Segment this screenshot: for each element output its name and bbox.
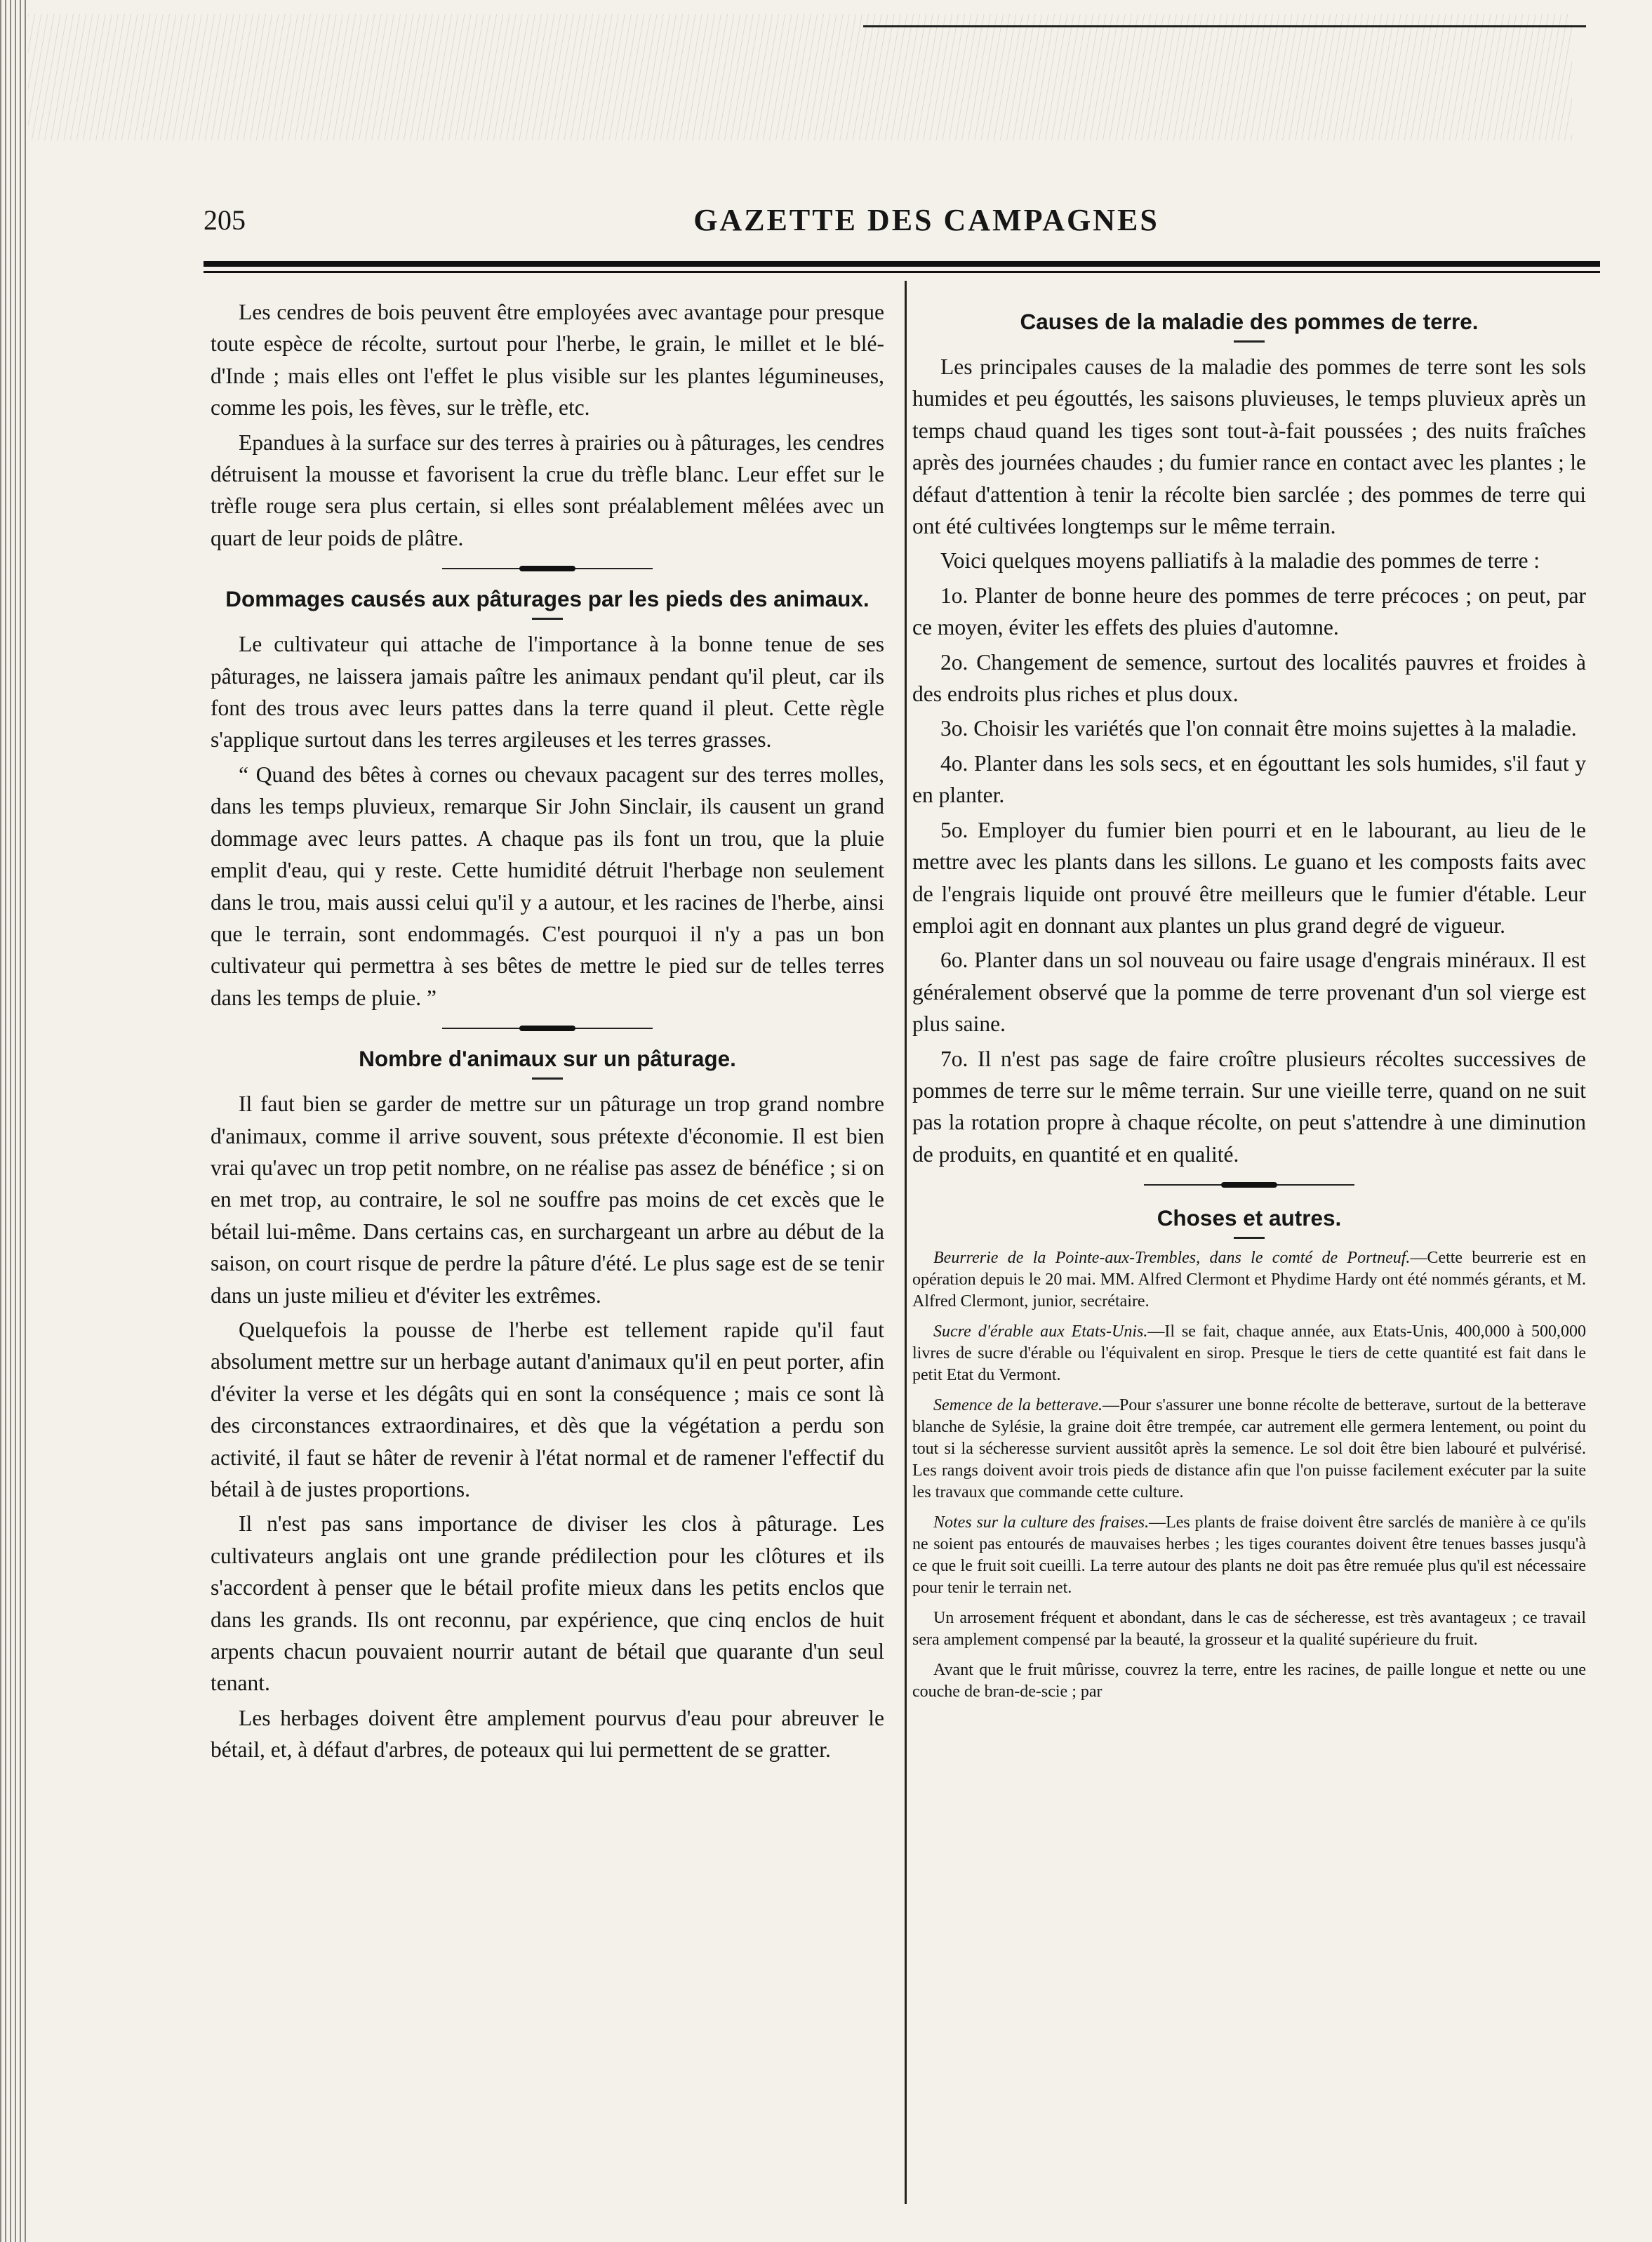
list-item: 5o. Employer du fumier bien pourri et en le labourant, au lieu de le mettre avec les plants dans les sillons. Le guano et les composts faits avec de l'engrais liquide ont prouvé être meilleurs que le fumier d'étable. Leur emploi agit en donnant aux plantes un plus grand degré de vigueur.: [912, 817, 1586, 938]
section-ornament: [442, 565, 653, 572]
list-item: 6o. Planter dans un sol nouveau ou faire usage d'engrais minéraux. Il est généralement observé que la pomme de terre provenant d'un sol vierge est plus saine.: [912, 948, 1586, 1037]
paragraph: Il n'est pas sans importance de diviser les clos à pâturage. Les cultivateurs anglais ont une grande prédilection pour les clôtures et ils s'accordent à penser que le bétail profite mieux dans les petits enclos que dans les grands. Ils ont reconnu, par expérience, que cinq enclos de huit arpents chacun pouvaient nourrir autant de bétail que quarante d'un seul tenant.: [211, 1511, 884, 1696]
list-item: 2o. Changement de semence, surtout des localités pauvres et froides à des endroits plus riches et plus doux.: [912, 649, 1586, 707]
section-ornament: [1144, 1181, 1354, 1188]
paragraph: Voici quelques moyens palliatifs à la maladie des pommes de terre :: [940, 548, 1540, 573]
list-item: 4o. Planter dans les sols secs, et en égouttant les sols humides, s'il faut y en planter.: [912, 750, 1586, 808]
paragraph: Il faut bien se garder de mettre sur un pâturage un trop grand nombre d'animaux, comme il arrive souvent, sous prétexte d'économie. Il est bien vrai qu'avec un trop petit nombre, on ne réalise pas assez de bénéfice ; si on en met trop, au contraire, le sol ne souffre pas moins de cet excès que le bétail lui-même. Dans certains cas, en surchargeant un arbre au début de la saison, on court risque de perdre la pâture d'été. Le plus sage est de se tenir dans un juste milieu et d'éviter les extrêmes.: [211, 1092, 884, 1308]
header-rule-thin: [204, 271, 1600, 273]
list-item: 1o. Planter de bonne heure des pommes de terre précoces ; on peut, par ce moyen, éviter les effets des pluies d'automne.: [912, 583, 1586, 640]
paragraph: Les cendres de bois peuvent être employées avec avantage pour presque toute espèce de récolte, surtout pour l'herbe, le grain, le millet et le blé-d'Inde ; mais elles ont l'effet le plus visible sur les plantes légumineuses, comme les pois, les fèves, sur le trèfle, etc.: [211, 300, 884, 420]
news-item-lead: Beurrerie de la Pointe-aux-Trembles, dans le comté de Portneuf.: [933, 1249, 1411, 1268]
section-title-dommages: Dommages causés aux pâturages par les pieds des animaux.: [225, 586, 870, 612]
news-item-text: —Pour s'assurer une bonne récolte de betterave, surtout de la betterave blanche de Sylésie, la graine doit être trempée, car autrement elle germera lentement, ou point du tout si la sécheresse survient aussitôt après la semence. Le sol doit être bien labouré et pulvérisé. Les rangs doivent avoir trois pieds de distance afin que l'on puisse facilement exécuter par la suite les travaux que commande cette culture.: [912, 1396, 1587, 1502]
scan-binding-edge: [0, 0, 28, 2242]
top-rule: [863, 25, 1586, 27]
paragraph: Epandues à la surface sur des terres à prairies ou à pâturages, les cendres détruisent la mousse et favorisent la crue du trèfle blanc. Leur effet sur le trèfle rouge sera plus certain, si elles sont préalablement mêlées avec un quart de leur poids de plâtre.: [211, 430, 884, 550]
left-column: [211, 296, 884, 1769]
news-item-text: Avant que le fruit mûrisse, couvrez la terre, entre les racines, de paille longue et nette ou une couche de bran-de-scie ; par: [912, 1661, 1586, 1702]
news-item: [912, 1512, 1586, 1599]
news-item: [912, 1321, 1586, 1386]
scan-noise: [28, 14, 1572, 140]
news-item-text: —Les plants de fraise doivent être sarclés de manière à ce qu'ils ne soient pas entourés de mauvaises herbes ; les tiges courantes doivent être tenues basses jusqu'à ce que le fruit soit cueilli. La terre autour des plants ne doit pas être remuée plus qu'il est nécessaire pour tenir le terrain net.: [912, 1513, 1586, 1598]
section-title-choses: Choses et autres.: [1157, 1205, 1342, 1231]
news-item-lead: Notes sur la culture des fraises.: [933, 1513, 1150, 1532]
news-item: [912, 1607, 1586, 1651]
news-item-lead: Sucre d'érable aux Etats-Unis.: [933, 1322, 1148, 1341]
paragraph: Quelquefois la pousse de l'herbe est tellement rapide qu'il faut absolument mettre sur un herbage autant d'animaux qu'il en peut porter, afin d'éviter la verse et les dégâts qui en sont la conséquence ; mais ce sont là des circonstances extraordinaires, et dès que la végétation a perdu son activité, il faut se hâter de revenir à l'état normal et de ramener l'effectif du bétail à de justes proportions.: [211, 1317, 884, 1501]
list-item: 3o. Choisir les variétés que l'on connait être moins sujettes à la maladie.: [940, 716, 1577, 741]
news-item: [912, 1659, 1586, 1703]
paragraph: “ Quand des bêtes à cornes ou chevaux pacagent sur des terres molles, dans les temps pluvieux, remarque Sir John Sinclair, ils causent un grand dommage avec leurs pattes. A chaque pas ils font un trou, que la pluie emplit d'eau, qui y reste. Cette humidité détruit l'herbage non seulement dans le trou, mais aussi celui qu'il y a autour, et les racines de l'herbe, ainsi que le terrain, sont endommagés. C'est pourquoi il n'y a pas un bon cultivateur qui permettra à ses bêtes de mettre le pied sur de telles terres dans les temps de pluie. ”: [211, 762, 884, 1010]
news-item-text: —Cette beurrerie est en opération depuis le 20 mai. MM. Alfred Clermont et Phydime Hardy ont été nommés gérants, et M. Alfred Clermont, junior, secrétaire.: [912, 1249, 1587, 1311]
paragraph: Le cultivateur qui attache de l'importance à la bonne tenue de ses pâturages, ne laissera jamais paître les animaux pendant qu'il pleut, car ils font des trous avec leurs pattes dans la terre quand il pleut. Cette règle s'applique surtout dans les terres argileuses et les terres grasses.: [211, 632, 884, 752]
title-dash: [1234, 340, 1265, 343]
list-item: 7o. Il n'est pas sage de faire croître plusieurs récoltes successives de pommes de terre sur le même terrain. Sur une vieille terre, quand on ne suit pas la rotation propre à chaque récolte, on peut s'attendre à une diminution de produits, en quantité et en qualité.: [912, 1046, 1586, 1167]
paragraph: Les herbages doivent être amplement pourvus d'eau pour abreuver le bétail, et, à défaut d'arbres, de poteaux qui lui permettent de se gratter.: [211, 1705, 884, 1763]
section-ornament: [442, 1025, 653, 1032]
news-item: [912, 1247, 1586, 1313]
section-title-nombre: Nombre d'animaux sur un pâturage.: [359, 1046, 736, 1072]
title-dash: [1234, 1237, 1265, 1239]
news-item-lead: Semence de la betterave.: [933, 1396, 1103, 1415]
paragraph: Les principales causes de la maladie des pommes de terre sont les sols humides et peu égouttés, les saisons pluvieuses, le temps pluvieux après un temps chaud quand les tiges sont tout-à-fait poussées ; des nuits fraîches après des journées chaudes ; du fumier rance en contact avec les plantes ; le défaut d'attention à tenir la récolte bien sarclée ; des pommes de terre qui ont été cultivées longtemps sur le même terrain.: [912, 354, 1586, 539]
title-dash: [532, 618, 563, 620]
remedy-list: [912, 580, 1586, 1170]
right-column: [912, 296, 1586, 1711]
news-items: [912, 1247, 1586, 1703]
header-rule-thick: [204, 261, 1600, 267]
section-title-causes: Causes de la maladie des pommes de terre.: [1020, 309, 1479, 334]
news-item-text: Un arrosement fréquent et abondant, dans le cas de sécheresse, est très avantageux ; ce travail sera amplement compensé par la beauté, la grosseur et la qualité supérieure du fruit.: [912, 1609, 1586, 1650]
column-separator: [905, 281, 907, 2204]
news-item: [912, 1395, 1586, 1504]
masthead-title: GAZETTE DES CAMPAGNES: [693, 203, 1159, 237]
news-item-text: —Il se fait, chaque année, aux Etats-Unis, 400,000 à 500,000 livres de sucre d'érable ou l'équivalent en sirop. Presque le tiers de cette quantité est fait dans le petit Etat du Vermont.: [912, 1322, 1586, 1385]
page-number: 205: [204, 204, 246, 236]
title-dash: [532, 1077, 563, 1080]
